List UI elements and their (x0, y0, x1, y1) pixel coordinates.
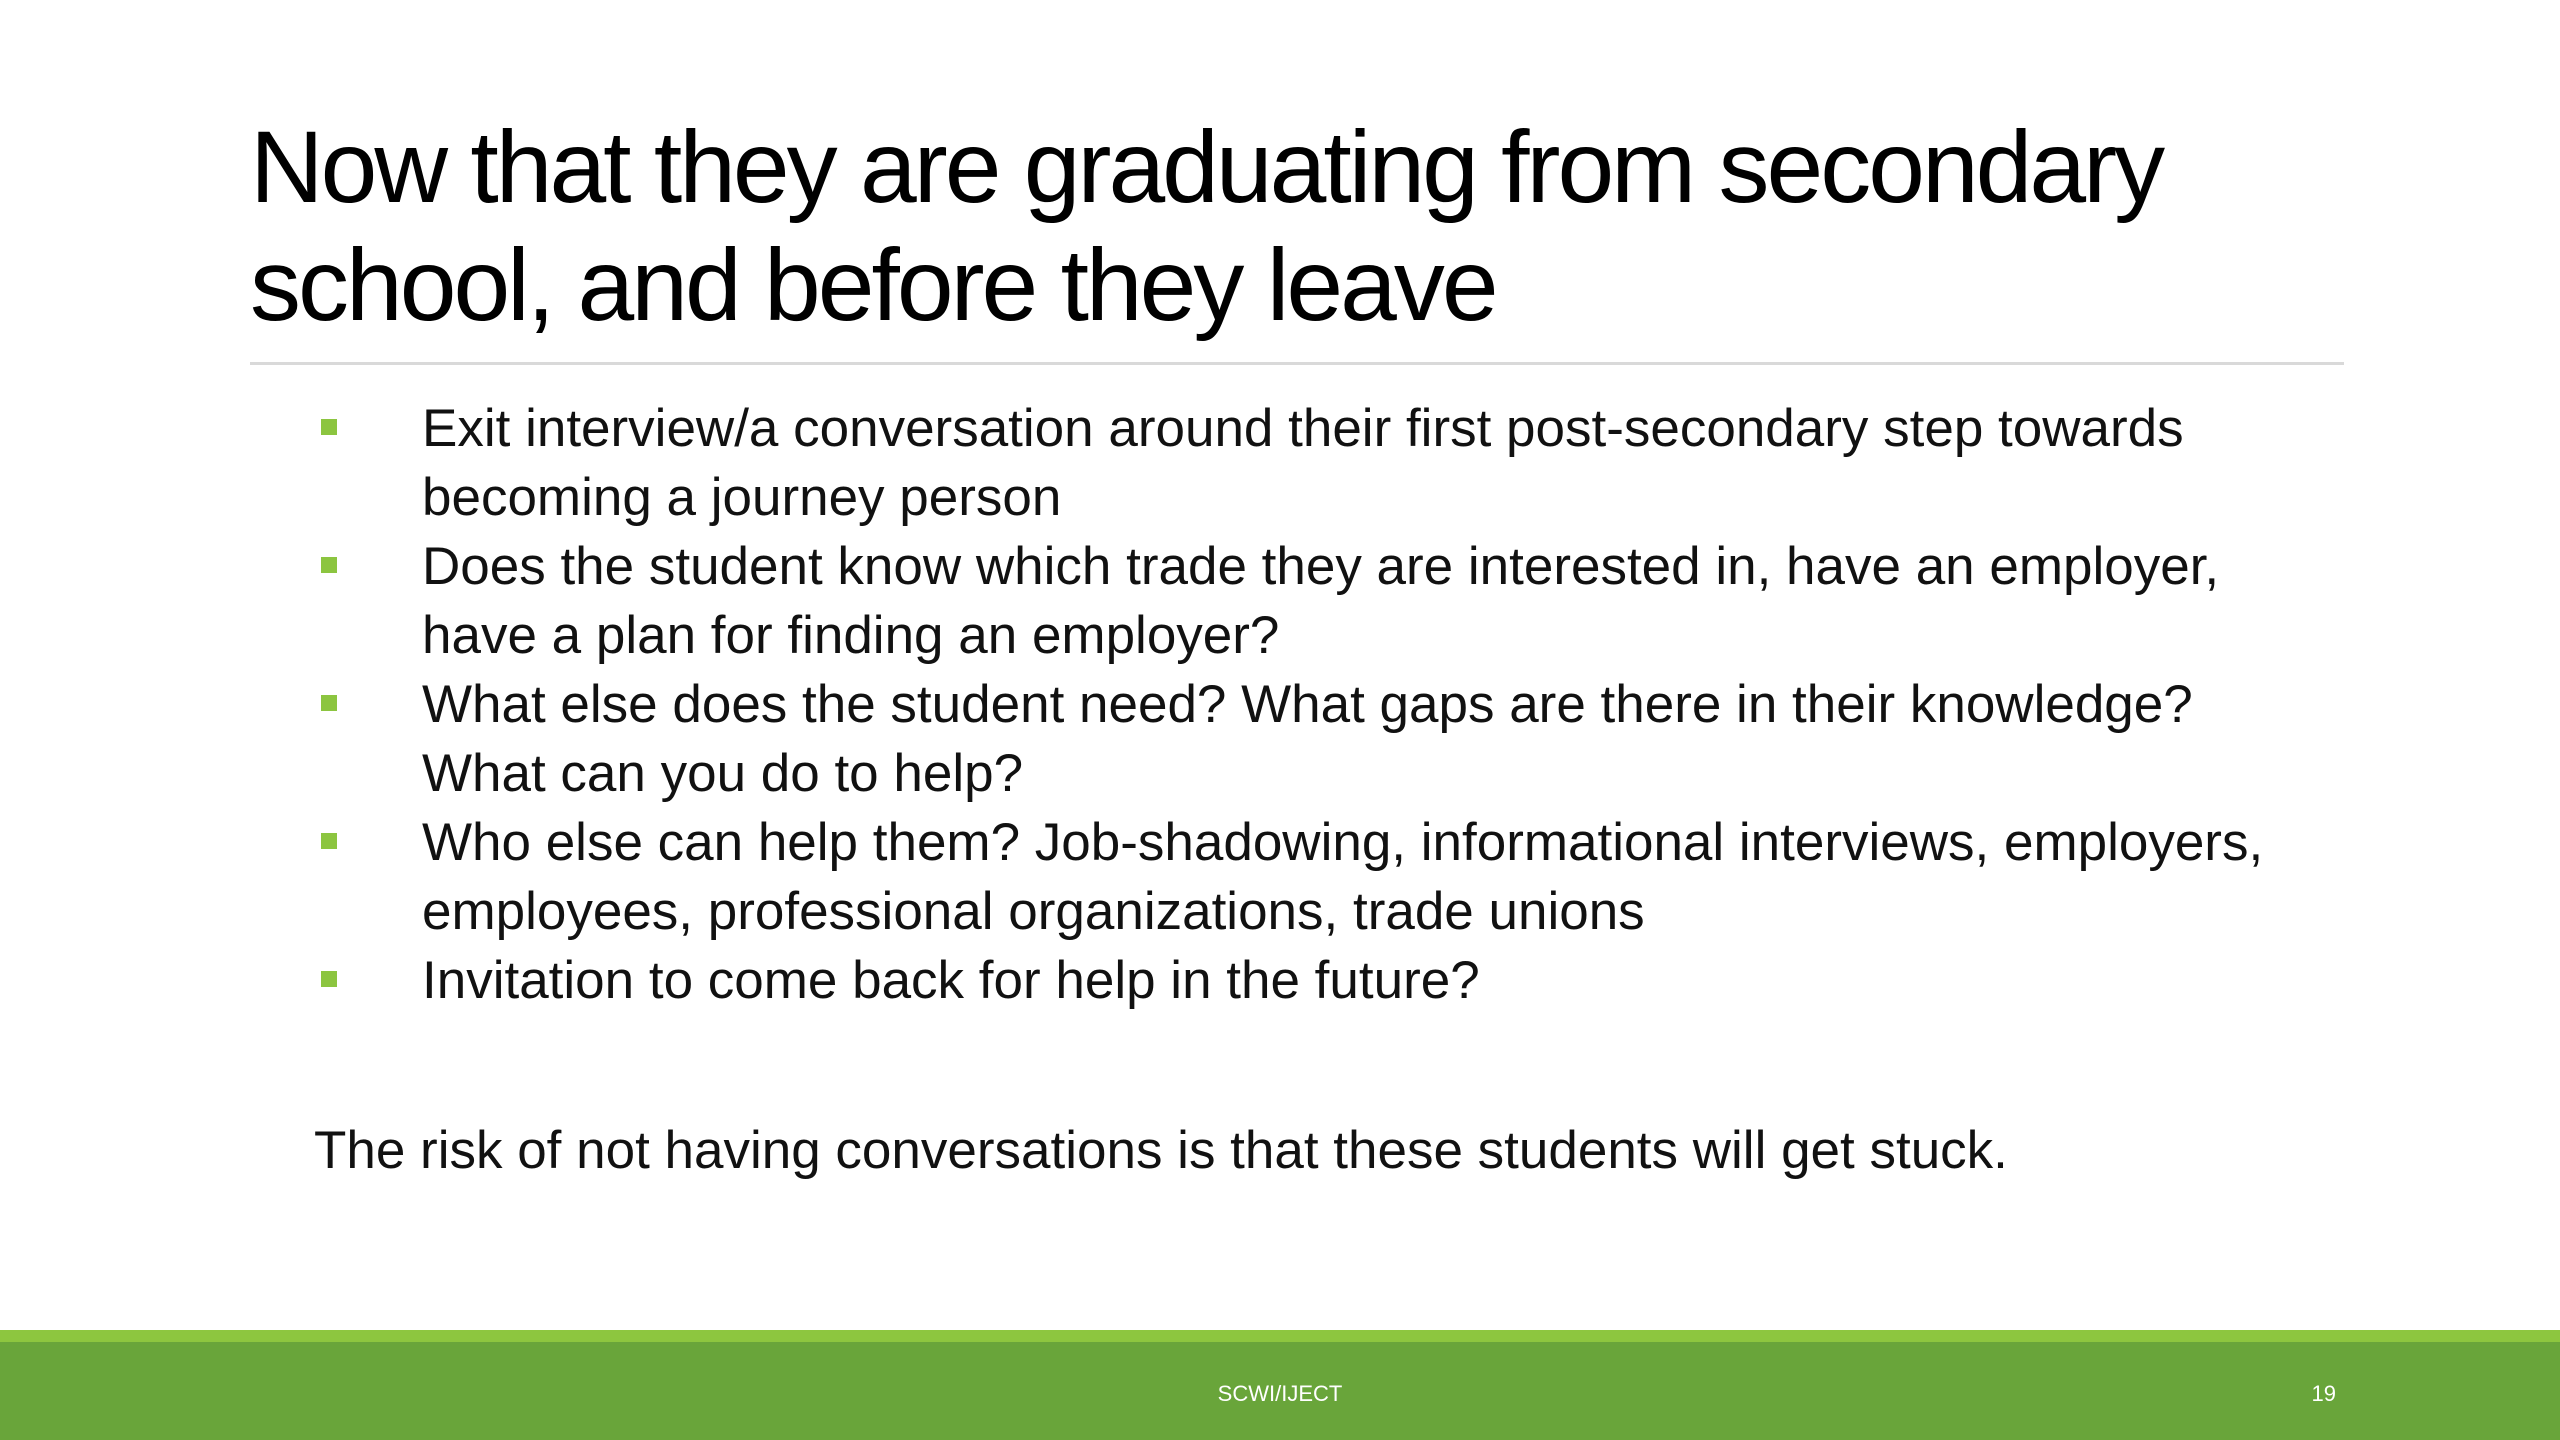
bullet-item (318, 670, 2308, 808)
square-bullet-icon (321, 971, 337, 987)
bullet-text: What else does the student need? What gaps are there in their knowledge? What can you do to help? (422, 675, 2193, 803)
square-bullet-icon (321, 419, 337, 435)
bullet-item (318, 808, 2308, 946)
bullet-text: Exit interview/a conversation around their first post-secondary step towards becoming a journey person (422, 399, 2184, 527)
bullet-item (318, 394, 2308, 532)
square-bullet-icon (321, 833, 337, 849)
bullet-text: Invitation to come back for help in the future? (422, 951, 1480, 1010)
title-divider (250, 362, 2344, 365)
slide-title: Now that they are graduating from secondary school, and before they leave (250, 110, 2163, 342)
bullet-item (318, 946, 2308, 1015)
bullet-list (318, 394, 2308, 1015)
square-bullet-icon (321, 557, 337, 573)
square-bullet-icon (321, 695, 337, 711)
footer-accent-stripe (0, 1330, 2560, 1342)
closing-statement: The risk of not having conversations is that these students will get stuck. (314, 1121, 2008, 1180)
footer-organization: SCWI/IJECT (1217, 1381, 1343, 1406)
bullet-text: Does the student know which trade they are interested in, have an employer, have a plan for finding an employer? (422, 537, 2220, 665)
bullet-text: Who else can help them? Job-shadowing, informational interviews, employers, employees, professional organizations, trade unions (422, 813, 2264, 941)
slide-number: 19 (2311, 1381, 2336, 1406)
bullet-item (318, 532, 2308, 670)
